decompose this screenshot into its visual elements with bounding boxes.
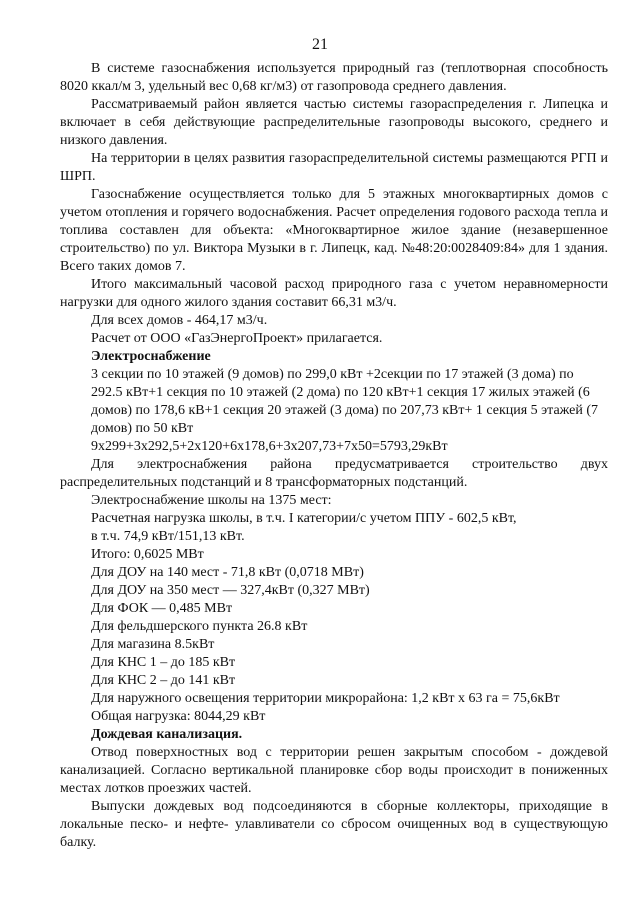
- school-load-line-2: в т.ч. 74,9 кВт/151,13 кВт.: [91, 529, 245, 544]
- gas-paragraph-6: Для всех домов - 464,17 м3/ч.: [91, 313, 268, 328]
- feldsher-load: Для фельдшерского пункта 26.8 кВт: [91, 619, 308, 634]
- gas-paragraph-1: В системе газоснабжения используется природный газ (теплотворная способность 8020 ккал/м 3, удельный вес 0,68 кг/м3) от газопровода среднего давления.: [60, 61, 608, 94]
- kns1-load: Для КНС 1 – до 185 кВт: [91, 655, 236, 670]
- power-paragraph-1: 3 секции по 10 этажей (9 домов) по 299,0 кВт +2секции по 17 этажей (3 дома) по 292.5 кВт+1 секция по 10 этажей (2 дома) по 120 кВт+1 секция 17 жилых этажей (6 домов) по 178,6 кВ+1 секция 20 этажей (3 дома) по 207,73 кВт+ 1 секция 5 этажей (7 домов) по 50 кВт: [91, 367, 599, 436]
- gas-paragraph-2: Рассматриваемый район является частью системы газораспределения г. Липецка и включает в себя действующие распределительные газопроводы высокого, среднего и низкого давления.: [60, 97, 608, 148]
- gas-paragraph-4: Газоснабжение осуществляется только для 5 этажных многоквартирных домов с учетом отопления и горячего водоснабжения. Расчет определения годового расхода тепла и топлива составлен для объекта: «Многоквартирное жилое здание (незавершенное строительство) по ул. Виктора Музыки в г. Липецк, кад. №48:20:0028409:84» для 1 здания. Всего таких домов 7.: [60, 187, 608, 274]
- shop-load: Для магазина 8.5кВт: [91, 637, 215, 652]
- kns2-load: Для КНС 2 – до 141 кВт: [91, 673, 236, 688]
- storm-paragraph-1: Отвод поверхностных вод с территории решен закрытым способом - дождевой канализацией. Согласно вертикальной планировке сбор воды происходит в пониженных местах лотков проезжих частей.: [60, 745, 608, 796]
- document-body: [60, 60, 608, 852]
- school-load-line-1: Расчетная нагрузка школы, в т.ч. I категории/с учетом ППУ - 602,5 кВт,: [91, 511, 517, 526]
- power-formula: 9х299+3х292,5+2х120+6х178,6+3х207,73+7х50=5793,29кВт: [91, 439, 448, 454]
- dou-350-load: Для ДОУ на 350 мест — 327,4кВт (0,327 МВт): [91, 583, 370, 598]
- school-heading: Электроснабжение школы на 1375 мест:: [91, 493, 332, 508]
- storm-heading: Дождевая канализация.: [91, 727, 243, 742]
- gas-paragraph-5: Итого максимальный часовой расход природного газа с учетом неравномерности нагрузки для одного жилого здания составит 66,31 м3/ч.: [60, 277, 608, 310]
- gas-paragraph-7: Расчет от ООО «ГазЭнергоПроект» прилагается.: [91, 331, 383, 346]
- total-load: Общая нагрузка: 8044,29 кВт: [91, 709, 266, 724]
- power-paragraph-2: Для электроснабжения района предусматривается строительство двух распределительных подстанций и 8 трансформаторных подстанций.: [60, 457, 608, 490]
- fok-load: Для ФОК — 0,485 МВт: [91, 601, 233, 616]
- dou-140-load: Для ДОУ на 140 мест - 71,8 кВт (0,0718 МВт): [91, 565, 364, 580]
- page-number: 21: [312, 36, 328, 53]
- school-total: Итого: 0,6025 МВт: [91, 547, 204, 562]
- storm-paragraph-2: Выпуски дождевых вод подсоединяются в сборные коллекторы, приходящие в локальные песко- и нефте- улавливатели со сбросом очищенных вод в существующую балку.: [60, 799, 608, 850]
- gas-paragraph-3: На территории в целях развития газораспределительной системы размещаются РГП и ШРП.: [60, 151, 608, 184]
- lighting-load: Для наружного освещения территории микрорайона: 1,2 кВт х 63 га = 75,6кВт: [91, 691, 560, 706]
- power-heading: Электроснабжение: [91, 349, 211, 364]
